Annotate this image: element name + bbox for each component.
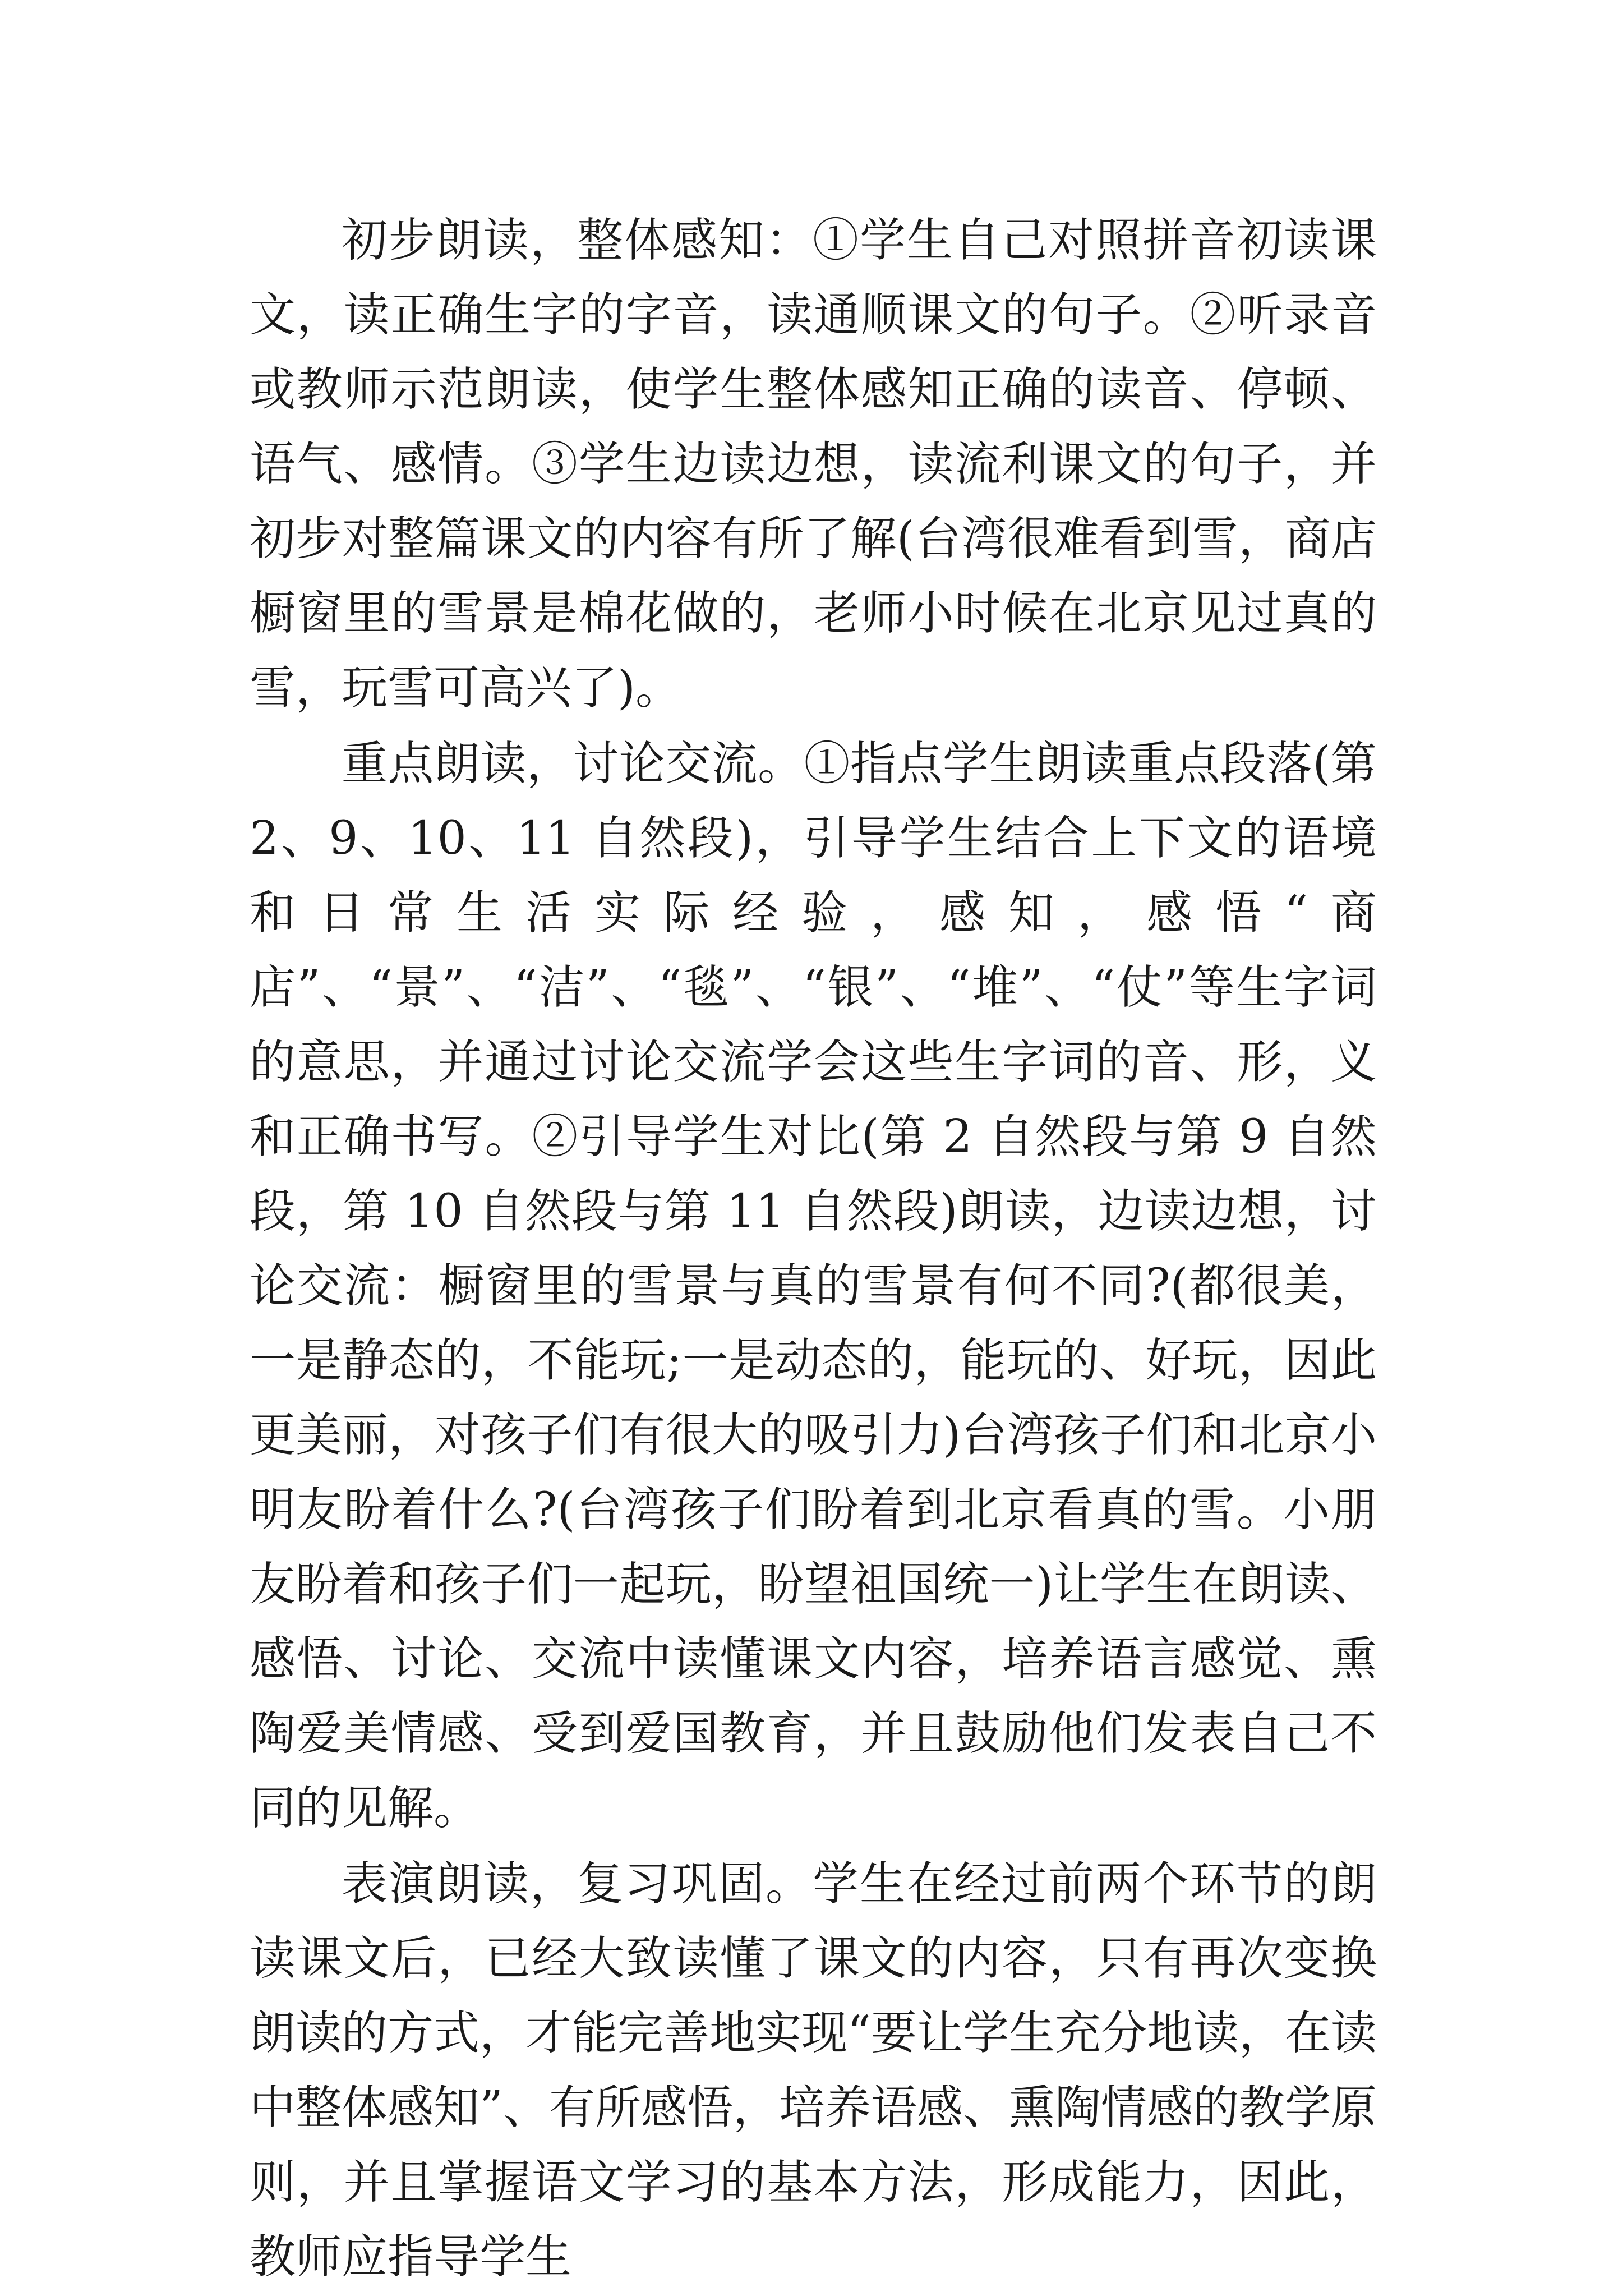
document-body <box>250 203 1377 2295</box>
paragraph-initial-reading: 初步朗读，整体感知：①学生自己对照拼音初读课文，读正确生字的字音，读通顺课文的句子。②听录音或教师示范朗读，使学生整体感知正确的读音、停顿、语气、感情。③学生边读边想，读流利课文的句子，并初步对整篇课文的内容有所了解(台湾很难看到雪，商店橱窗里的雪景是棉花做的，老师小时候在北京见过真的雪，玩雪可高兴了)。 <box>250 214 1377 715</box>
paragraph-performance-reading: 表演朗读，复习巩固。学生在经过前两个环节的朗读课文后，已经大致读懂了课文的内容，只有再次变换朗读的方式，才能完善地实现“要让学生充分地读，在读中整体感知”、有所感悟，培养语感、熏陶情感的教学原则，并且掌握语文学习的基本方法，形成能力，因此，教师应指导学生 <box>250 1857 1377 2284</box>
paragraph-key-reading: 重点朗读，讨论交流。①指点学生朗读重点段落(第 2、9、10、11 自然段)，引导学生结合上下文的语境和日常生活实际经验，感知，感悟“商店”、“景”、“洁”、“毯”、“银”、“堆”、“仗”等生字词的意思，并通过讨论交流学会这些生字词的音、形，义和正确书写。②引导学生对比(第 2 自然段与第 9 自然段，第 10 自然段与第 11 自然段)朗读，边读边想，讨论交流：橱窗里的雪景与真的雪景有何不同?(都很美，一是静态的，不能玩;一是动态的，能玩的、好玩，因此更美丽，对孩子们有很大的吸引力)台湾孩子们和北京小明友盼着什么?(台湾孩子们盼着到北京看真的雪。小朋友盼着和孩子们一起玩，盼望祖国统一)让学生在朗读、感悟、讨论、交流中读懂课文内容，培养语言感觉、熏陶爱美情感、受到爱国教育，并且鼓励他们发表自己不同的见解。 <box>250 737 1377 1835</box>
